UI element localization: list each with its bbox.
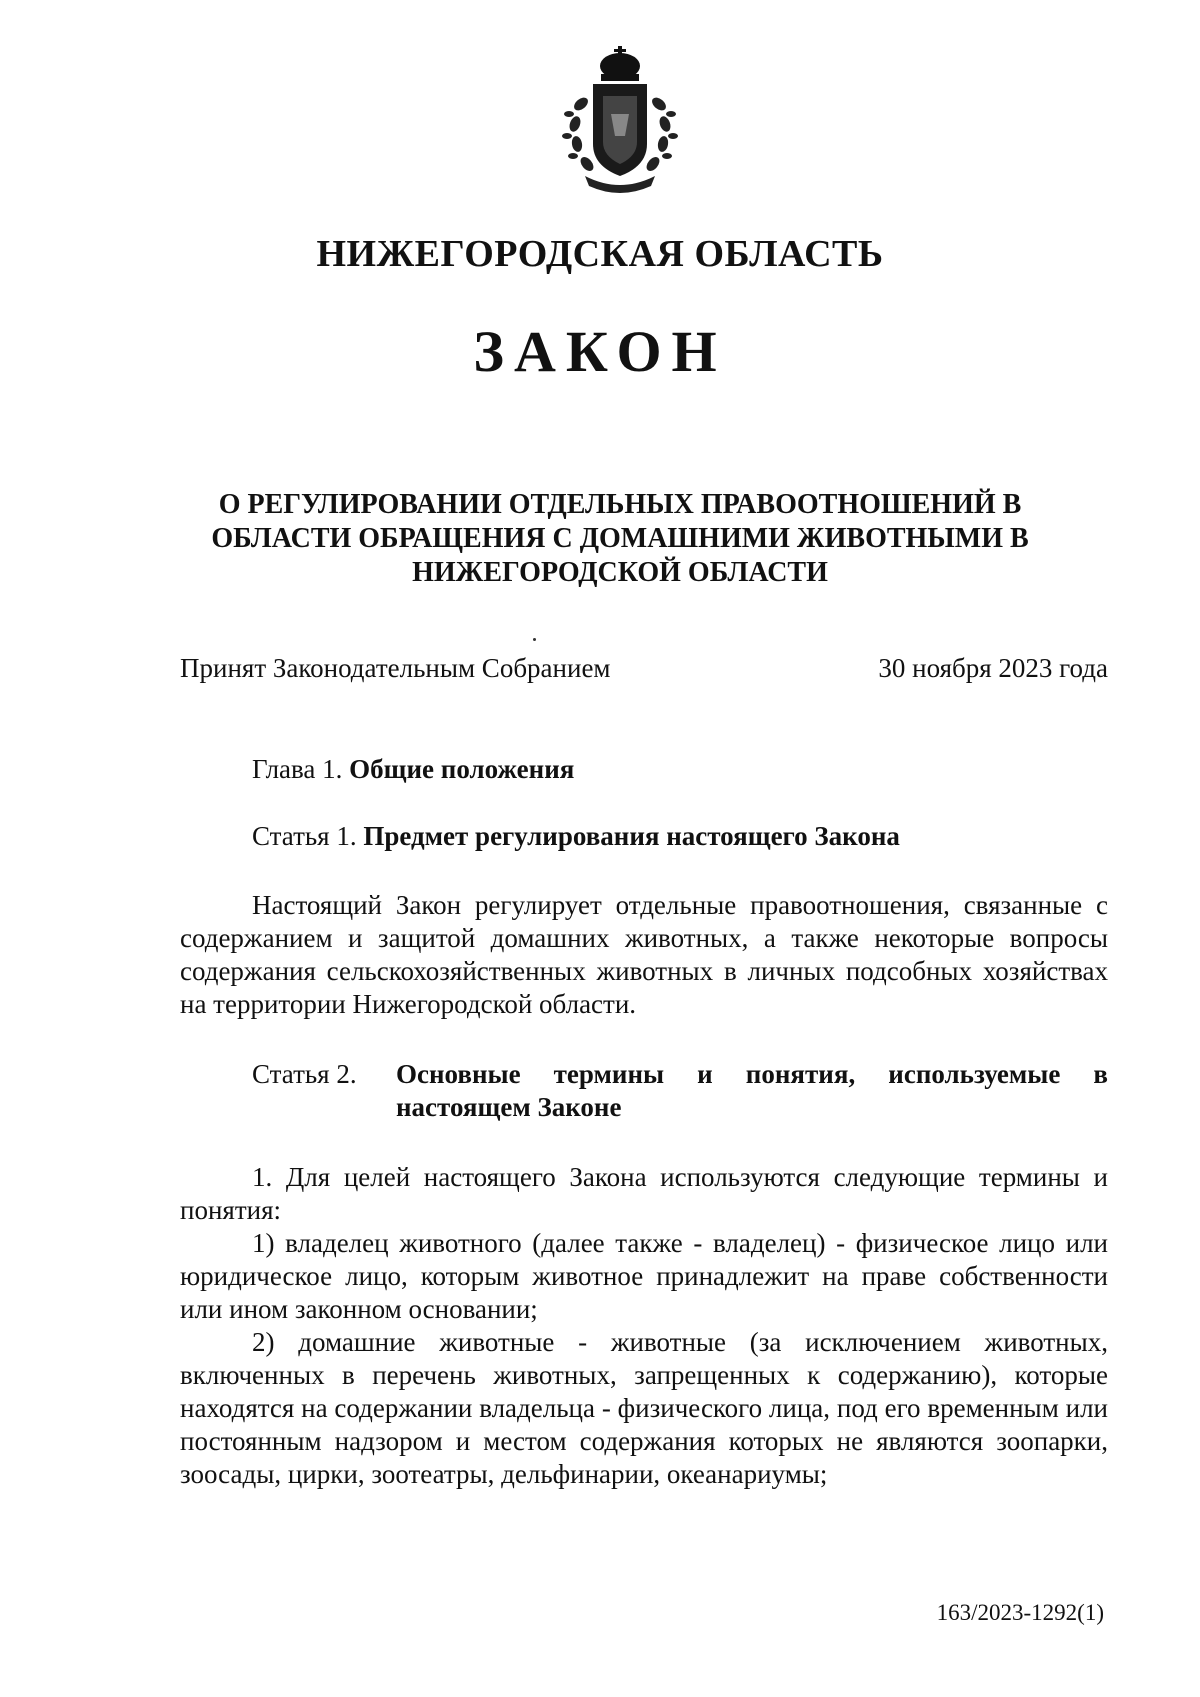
- adopted-by: Принят Законодательным Собранием: [180, 653, 611, 683]
- article-1-text: Настоящий Закон регулирует отдельные правоотношения, связанные с содержанием и защитой домашних животных, а также некоторые вопросы содержания сельскохозяйственных животных в личных подсобных хозяйствах на территории Нижегородской области.: [180, 890, 1108, 1019]
- definition-item-1: 1) владелец животного (далее также - владелец) - физическое лицо или юридическое лицо, которым животное принадлежит на праве собственности или ином законном основании;: [180, 1228, 1108, 1324]
- article-label: Статья 1.: [252, 821, 357, 851]
- stray-dot: [533, 638, 536, 641]
- chapter-heading: [252, 754, 574, 785]
- clause-1: 1. Для целей настоящего Закона используются следующие термины и понятия:: [180, 1162, 1108, 1225]
- article-label: Статья 2.: [252, 1059, 357, 1089]
- article-2-body: [180, 1161, 1108, 1491]
- law-title-line: ОБЛАСТИ ОБРАЩЕНИЯ С ДОМАШНИМИ ЖИВОТНЫМИ В: [211, 523, 1029, 554]
- adoption-date: 30 ноября 2023 года: [878, 653, 1108, 683]
- region-name: НИЖЕГОРОДСКАЯ ОБЛАСТЬ: [316, 233, 884, 275]
- adoption-line: [180, 653, 1108, 684]
- definition-item-2: 2) домашние животные - животные (за исключением животных, включенных в перечень животных, запрещенных к содержанию), которые находятся на содержании владельца - физического лица, под его временным или постоянным надзором и местом содержания которых не являются зоопарки, зоосады, цирки, зоотеатры, дельфинарии, океанариумы;: [180, 1327, 1108, 1489]
- document-number: 163/2023-1292(1): [936, 1600, 1104, 1625]
- chapter-label: Глава 1.: [252, 754, 343, 784]
- coat-of-arms-emblem: [555, 44, 685, 194]
- law-title-line: НИЖЕГОРОДСКОЙ ОБЛАСТИ: [412, 557, 828, 588]
- article-1-heading: [252, 821, 900, 852]
- law-title: [190, 488, 1050, 590]
- article-title: Основные термины и понятия, используемые в настоящем Законе: [396, 1059, 1108, 1122]
- document-type: ЗАКОН: [473, 319, 727, 384]
- article-title: Предмет регулирования настоящего Закона: [363, 821, 900, 851]
- law-title-line: О РЕГУЛИРОВАНИИ ОТДЕЛЬНЫХ ПРАВООТНОШЕНИЙ В: [218, 489, 1022, 520]
- chapter-title: Общие положения: [349, 754, 575, 784]
